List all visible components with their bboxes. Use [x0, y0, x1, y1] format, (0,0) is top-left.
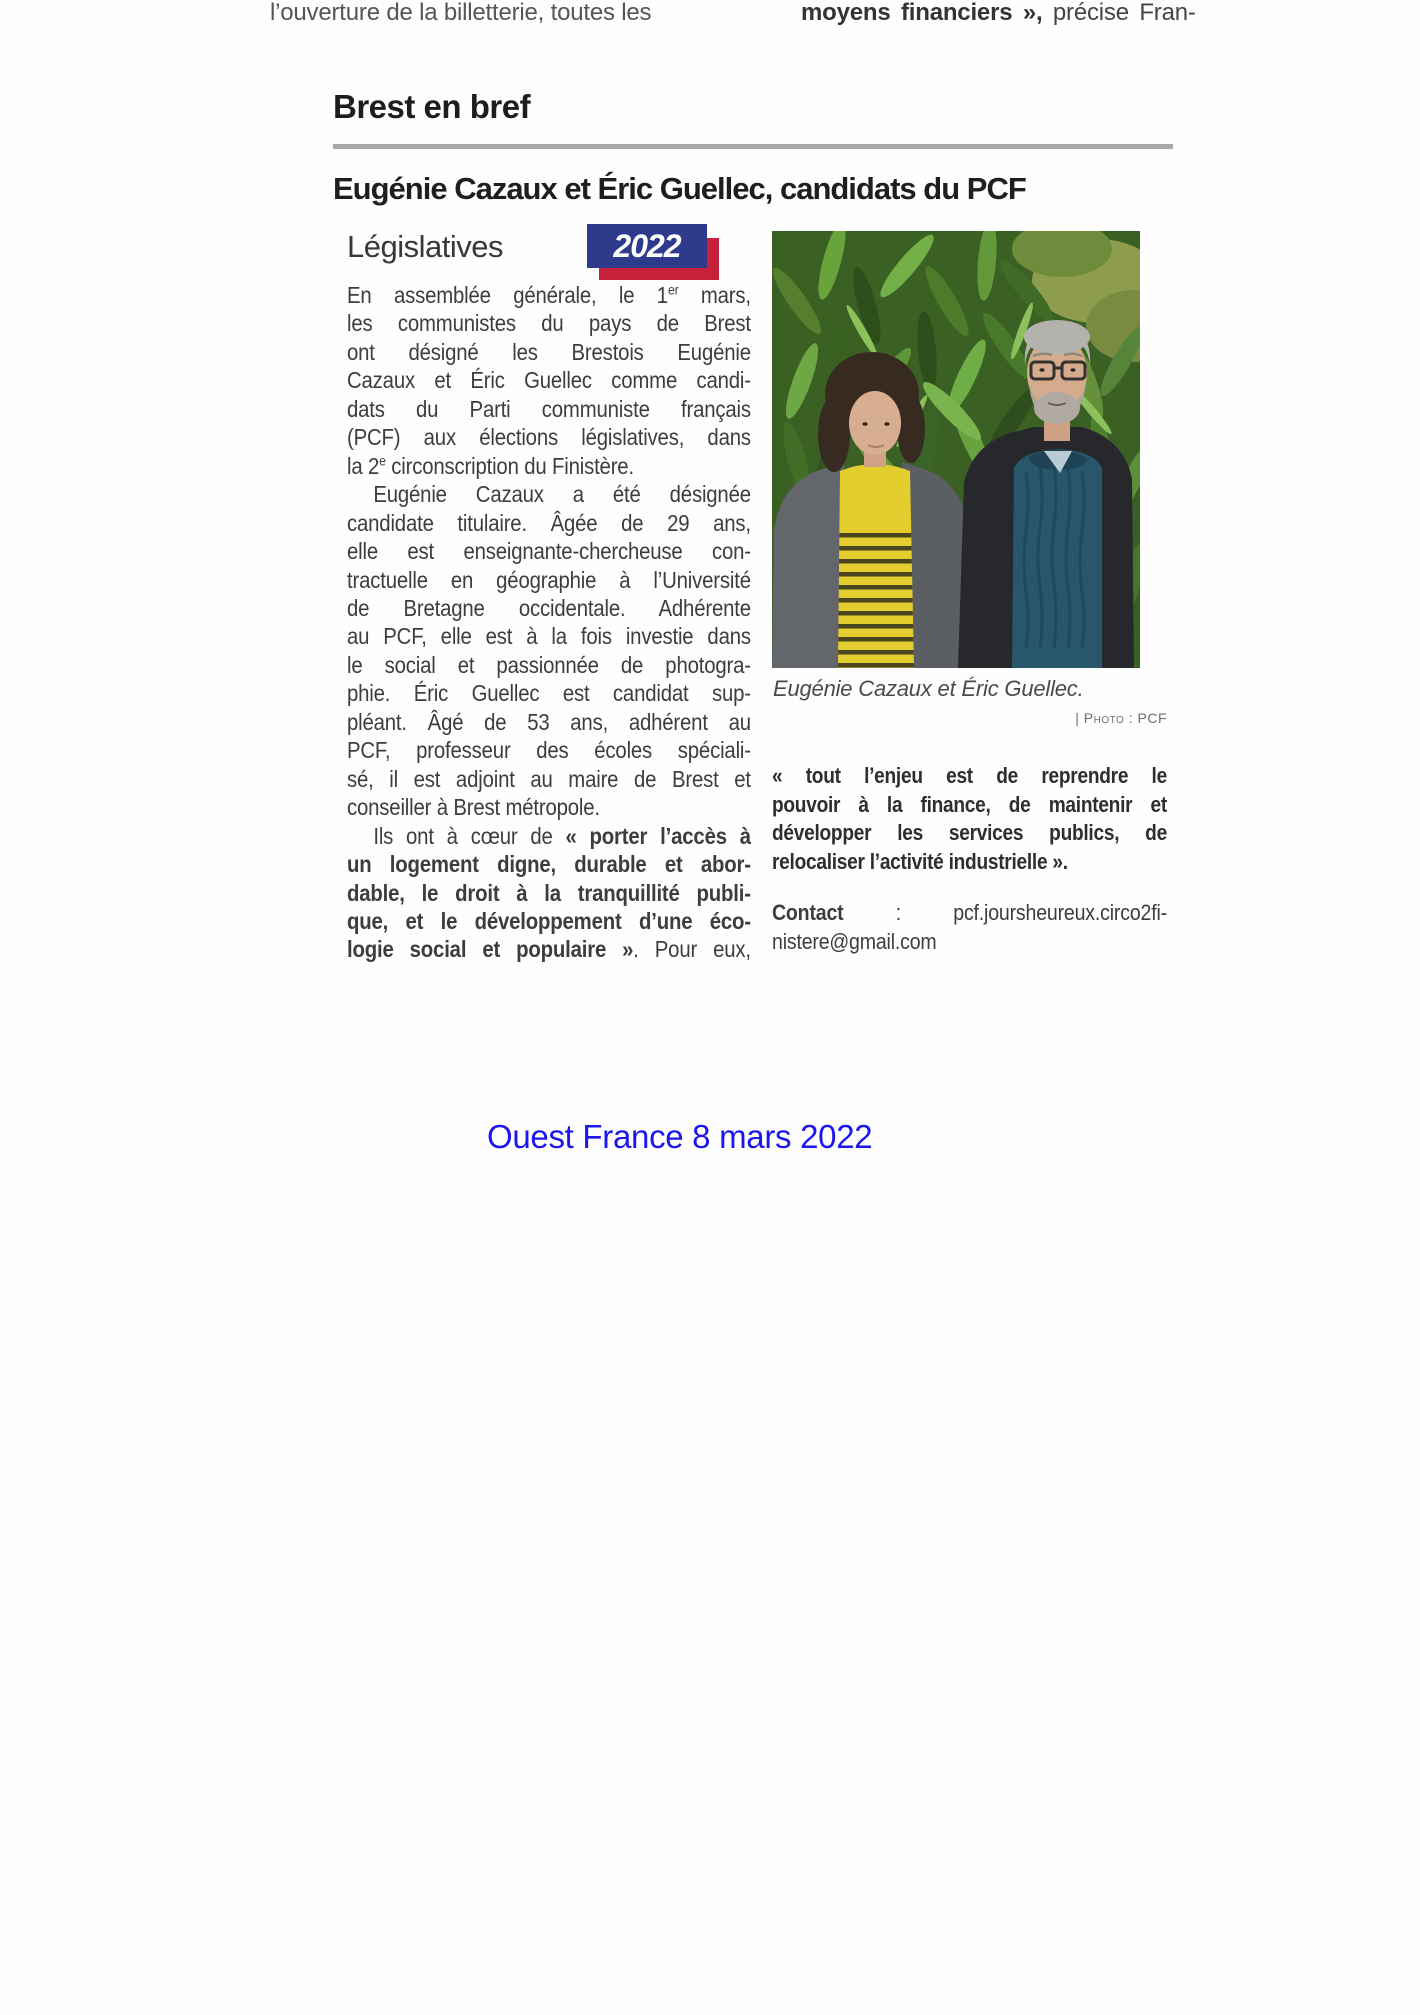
text-line: relocaliser l’activité industrielle ». — [772, 848, 1068, 874]
text-line: Cazaux et Éric Guellec comme candi- — [347, 367, 751, 394]
fragment-regular-text: précise Fran- — [1042, 0, 1196, 26]
text-line: PCF, professeur des écoles spéciali- — [347, 737, 751, 764]
photo-caption: Eugénie Cazaux et Éric Guellec. — [773, 676, 1084, 701]
text-line: logie social et populaire ». Pour eux, — [347, 936, 751, 963]
text-line: la 2e circonscription du Finistère. — [347, 451, 634, 479]
text-line: elle est enseignante-chercheuse con- — [347, 538, 751, 565]
fragment-text: l’ouverture de la billetterie, toutes les — [270, 0, 652, 26]
article-body-right-column — [772, 762, 1167, 876]
text-line: développer les services publics, de — [772, 820, 1167, 846]
article-body-left-column — [347, 281, 751, 964]
text-line: nistere@gmail.com — [772, 928, 937, 954]
section-heading: Brest en bref — [333, 88, 531, 125]
text-line: de Bretagne occidentale. Adhérente — [347, 594, 751, 621]
text-line: pléant. Âgé de 53 ans, adhérent au — [347, 708, 751, 735]
text-line: sé, il est adjoint au maire de Brest et — [347, 765, 751, 792]
article-kicker: Législatives — [347, 229, 503, 264]
text-line: candidate titulaire. Âgée de 29 ans, — [347, 509, 751, 536]
text-line: un logement digne, durable et abor- — [347, 851, 751, 878]
text-line: que, et le développement d’une éco- — [347, 907, 751, 934]
text-line: ont désigné les Brestois Eugénie — [347, 338, 751, 365]
text-line: les communistes du pays de Brest — [347, 310, 751, 337]
text-line: Ils ont à cœur de « porter l’accès à — [373, 822, 751, 849]
photo-illustration — [772, 231, 1140, 668]
text-line: pouvoir à la finance, de maintenir et — [772, 791, 1167, 817]
text-line: dats du Parti communiste français — [347, 395, 751, 422]
fragment-bold-text: moyens financiers », — [801, 0, 1043, 26]
text-line: dable, le droit à la tranquillité publi- — [347, 879, 751, 906]
text-line: Eugénie Cazaux a été désignée — [373, 481, 751, 508]
contact-block — [772, 899, 1167, 956]
section-divider-rule — [333, 144, 1173, 149]
text-line: Contact : pcf.joursheureux.circo2fi- — [772, 900, 1167, 925]
previous-article-fragment-right — [801, 0, 1196, 26]
text-line: le social et passionnée de photogra- — [347, 651, 751, 678]
source-citation: Ouest France 8 mars 2022 — [487, 1118, 873, 1155]
year-badge — [587, 224, 707, 268]
text-line: En assemblée générale, le 1er mars, — [347, 281, 751, 308]
photo-credit: | Photo : PCF — [1075, 710, 1167, 726]
previous-article-fragment-left — [270, 0, 651, 26]
text-line: phie. Éric Guellec est candidat sup- — [347, 680, 751, 707]
text-line: « tout l’enjeu est de reprendre le — [772, 763, 1167, 788]
text-line: conseiller à Brest métropole. — [347, 794, 600, 821]
year-badge-label: 2022 — [613, 227, 681, 264]
article-title: Eugénie Cazaux et Éric Guellec, candidats du PCF — [333, 171, 1026, 206]
text-line: (PCF) aux élections législatives, dans — [347, 424, 751, 451]
text-line: tractuelle en géographie à l’Université — [347, 566, 751, 593]
text-line: au PCF, elle est à la fois investie dans — [347, 623, 751, 650]
article-photo — [772, 231, 1140, 668]
